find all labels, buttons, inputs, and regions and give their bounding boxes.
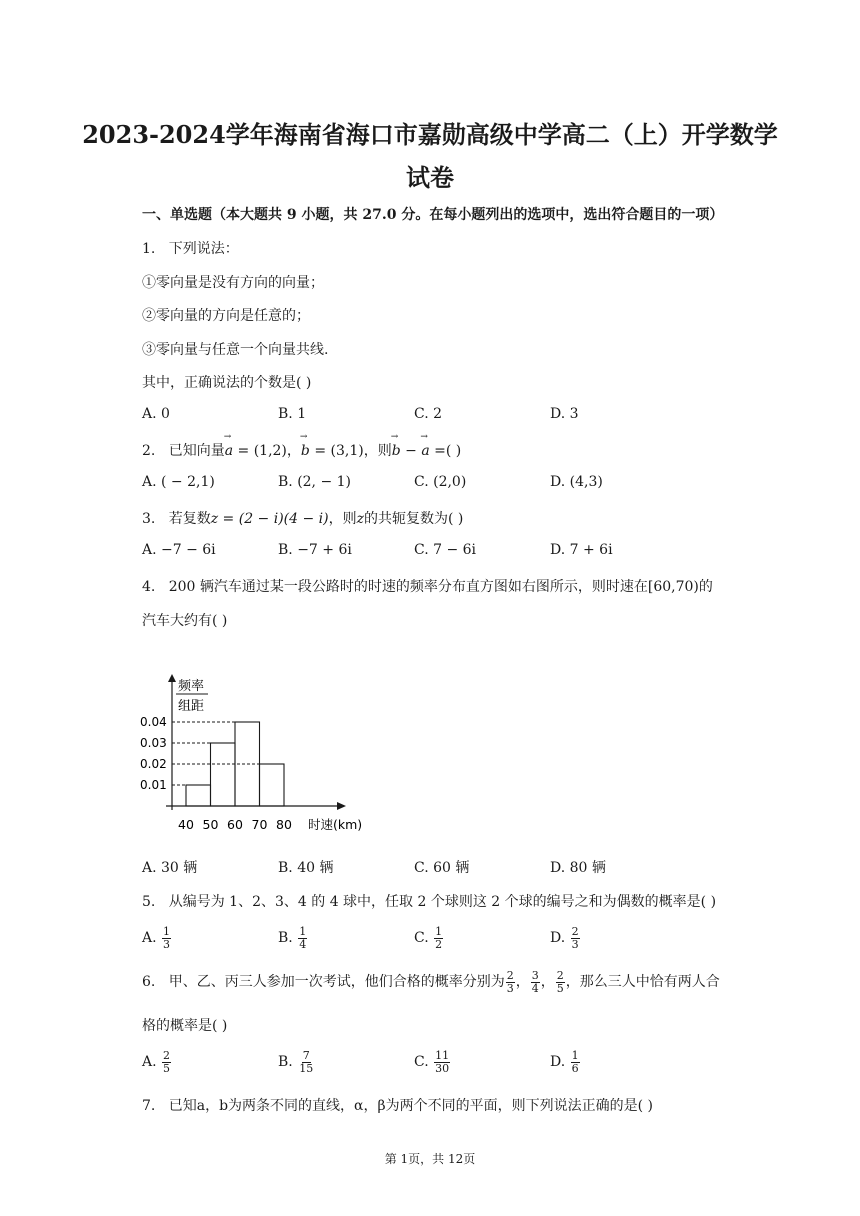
statement-1: ①零向量是没有方向的向量； (142, 275, 324, 291)
question-text: 若复数 (168, 511, 211, 527)
question-text: 下列说法： (168, 241, 239, 257)
denominator: 4 (531, 981, 539, 995)
fraction (162, 1050, 171, 1074)
numerator: 1 (299, 925, 307, 938)
fraction (434, 926, 443, 950)
option-a (142, 926, 172, 950)
fraction (571, 926, 580, 950)
question-1-ask: 其中，正确说法的个数是( ) (142, 375, 312, 391)
fraction (571, 1050, 580, 1074)
option-c (414, 1050, 451, 1074)
statement-3: ③零向量与任意一个向量共线. (142, 342, 329, 358)
y-tick-label: 0.03 (140, 736, 167, 750)
histogram-bar (186, 785, 211, 806)
question-number: 2. (142, 443, 156, 459)
denominator: 5 (556, 981, 564, 995)
question-text: 已知a，b为两条不同的直线，α，β为两个不同的平面，则下列说法正确的是( ) (168, 1098, 653, 1114)
question-3-stem (142, 508, 463, 528)
x-tick-label: 50 (202, 817, 219, 832)
option-d (550, 926, 581, 950)
option-d (550, 1050, 581, 1074)
option-d: D. (4,3) (550, 474, 603, 490)
denominator: 5 (163, 1061, 171, 1075)
fraction (434, 1050, 450, 1074)
denominator: 3 (506, 981, 514, 995)
statement-2: ②零向量的方向是任意的； (142, 308, 310, 324)
option-label: D. (550, 930, 566, 947)
option-d: D. 80 辆 (550, 860, 606, 876)
section-heading: 一、单选题（本大题共 9 小题，共 27.0 分。在每小题列出的选项中，选出符合题目的一项） (142, 207, 724, 223)
histogram-bar (260, 764, 285, 806)
vector-a: → a (421, 443, 429, 459)
y-axis-arrow-icon (168, 674, 176, 682)
fraction (298, 1050, 314, 1074)
question-6-stem-continued: 格的概率是( ) (142, 1018, 228, 1034)
option-d: D. 7 + 6i (550, 542, 613, 558)
numerator: 7 (302, 1049, 310, 1062)
question-text: = (1,2)， (233, 443, 301, 459)
option-b: B. 1 (278, 406, 307, 422)
question-text: 已知向量 (168, 443, 225, 459)
denominator: 6 (571, 1061, 579, 1075)
x-axis-arrow-icon (337, 802, 346, 810)
option-c (414, 926, 444, 950)
option-b (278, 926, 308, 950)
numerator: 1 (435, 925, 443, 938)
question-number: 1. (142, 241, 156, 257)
x-tick-label: 60 (227, 817, 243, 832)
x-tick-label: 40 (178, 817, 194, 832)
question-number: 6. (142, 974, 156, 991)
numerator: 2 (571, 925, 579, 938)
numerator: 11 (435, 1049, 450, 1062)
question-7-stem (142, 1095, 653, 1115)
x-tick-label: 80 (276, 817, 292, 832)
question-text: 的共轭复数为( ) (364, 511, 464, 527)
fraction (506, 970, 515, 994)
question-text: =( ) (429, 443, 462, 459)
option-c: C. 2 (414, 406, 443, 422)
page-title-continued: 试卷 (406, 163, 454, 192)
denominator: 30 (435, 1061, 450, 1075)
option-a (142, 1050, 172, 1074)
histogram-bar (211, 743, 236, 806)
option-b: B. −7 + 6i (278, 542, 352, 558)
question-text: ，那么三人中恰有两人合 (565, 974, 720, 991)
fraction (298, 926, 307, 950)
x-tick-label: 70 (251, 817, 268, 832)
option-b: B. 40 辆 (278, 860, 334, 876)
question-text: 从编号为 1、2、3、4 的 4 球中，任取 2 个球则这 2 个球的编号之和为偶数的概率是( ) (168, 894, 717, 910)
question-text: 甲、乙、丙三人参加一次考试，他们合格的概率分别为 (168, 974, 505, 991)
fraction (531, 970, 540, 994)
option-a: A. 0 (142, 406, 170, 422)
option-label: A. (142, 1054, 157, 1071)
frequency-histogram (136, 672, 386, 842)
option-c: C. (2,0) (414, 474, 467, 490)
vector-b: → b (301, 443, 310, 459)
option-label: A. (142, 930, 157, 947)
option-label: C. (414, 1054, 429, 1071)
question-2-stem (142, 440, 461, 460)
fraction (162, 926, 171, 950)
question-text: ，则 (328, 511, 357, 527)
denominator: 15 (299, 1061, 314, 1075)
option-label: D. (550, 1054, 566, 1071)
y-axis-label-bottom: 组距 (178, 699, 205, 714)
denominator: 3 (163, 937, 171, 951)
option-d: D. 3 (550, 406, 579, 422)
numerator: 1 (571, 1049, 579, 1062)
vector-a: → a (225, 443, 233, 459)
option-label: B. (278, 930, 293, 947)
question-6-stem: 6. 甲、乙、丙三人参加一次考试，他们合格的概率分别为 $\frac{2}{3}$ ， $\frac{3}{4}$ ， $\frac{2}{5}$ ，那么三人中恰有两人合 (142, 969, 720, 995)
y-tick-label: 0.01 (140, 778, 167, 792)
option-a: A. ( − 2,1) (142, 474, 215, 490)
denominator: 4 (299, 937, 307, 951)
question-number: 4. (142, 579, 156, 595)
formula: z (356, 511, 364, 527)
formula: z = (2 − i)(4 − i) (210, 511, 329, 527)
numerator: 2 (163, 1049, 171, 1062)
numerator: 2 (556, 969, 564, 982)
question-number: 5. (142, 894, 156, 910)
fraction (556, 970, 565, 994)
numerator: 1 (163, 925, 171, 938)
y-tick-label: 0.02 (140, 757, 167, 771)
denominator: 2 (435, 937, 443, 951)
page-title: 2023-2024学年海南省海口市嘉勋高级中学高二（上）开学数学 (82, 120, 778, 149)
x-axis-label: 时速(km) (308, 817, 363, 832)
option-label: C. (414, 930, 429, 947)
question-number: 3. (142, 511, 156, 527)
question-text: 200 辆汽车通过某一段公路时的时速的频率分布直方图如右图所示，则时速在[60,70)的 (168, 579, 713, 595)
question-5-stem (142, 891, 716, 911)
option-c: C. 7 − 6i (414, 542, 477, 558)
option-c: C. 60 辆 (414, 860, 470, 876)
denominator: 3 (571, 937, 579, 951)
question-number: 7. (142, 1098, 156, 1114)
question-1-stem (142, 238, 239, 258)
numerator: 2 (506, 969, 514, 982)
option-a: A. 30 辆 (142, 860, 198, 876)
question-text: − (400, 443, 422, 459)
y-axis-label-top: 频率 (178, 679, 205, 694)
numerator: 3 (531, 969, 539, 982)
page-footer: 第 1页，共 12页 (384, 1152, 476, 1166)
option-b: B. (2, − 1) (278, 474, 352, 490)
question-text: = (3,1)，则 (309, 443, 392, 459)
option-a: A. −7 − 6i (142, 542, 216, 558)
question-4-stem-continued: 汽车大约有( ) (142, 613, 228, 629)
option-b (278, 1050, 315, 1074)
y-tick-label: 0.04 (140, 715, 167, 729)
vector-b: → b (392, 443, 401, 459)
option-label: B. (278, 1054, 293, 1071)
question-4-stem (142, 576, 713, 596)
